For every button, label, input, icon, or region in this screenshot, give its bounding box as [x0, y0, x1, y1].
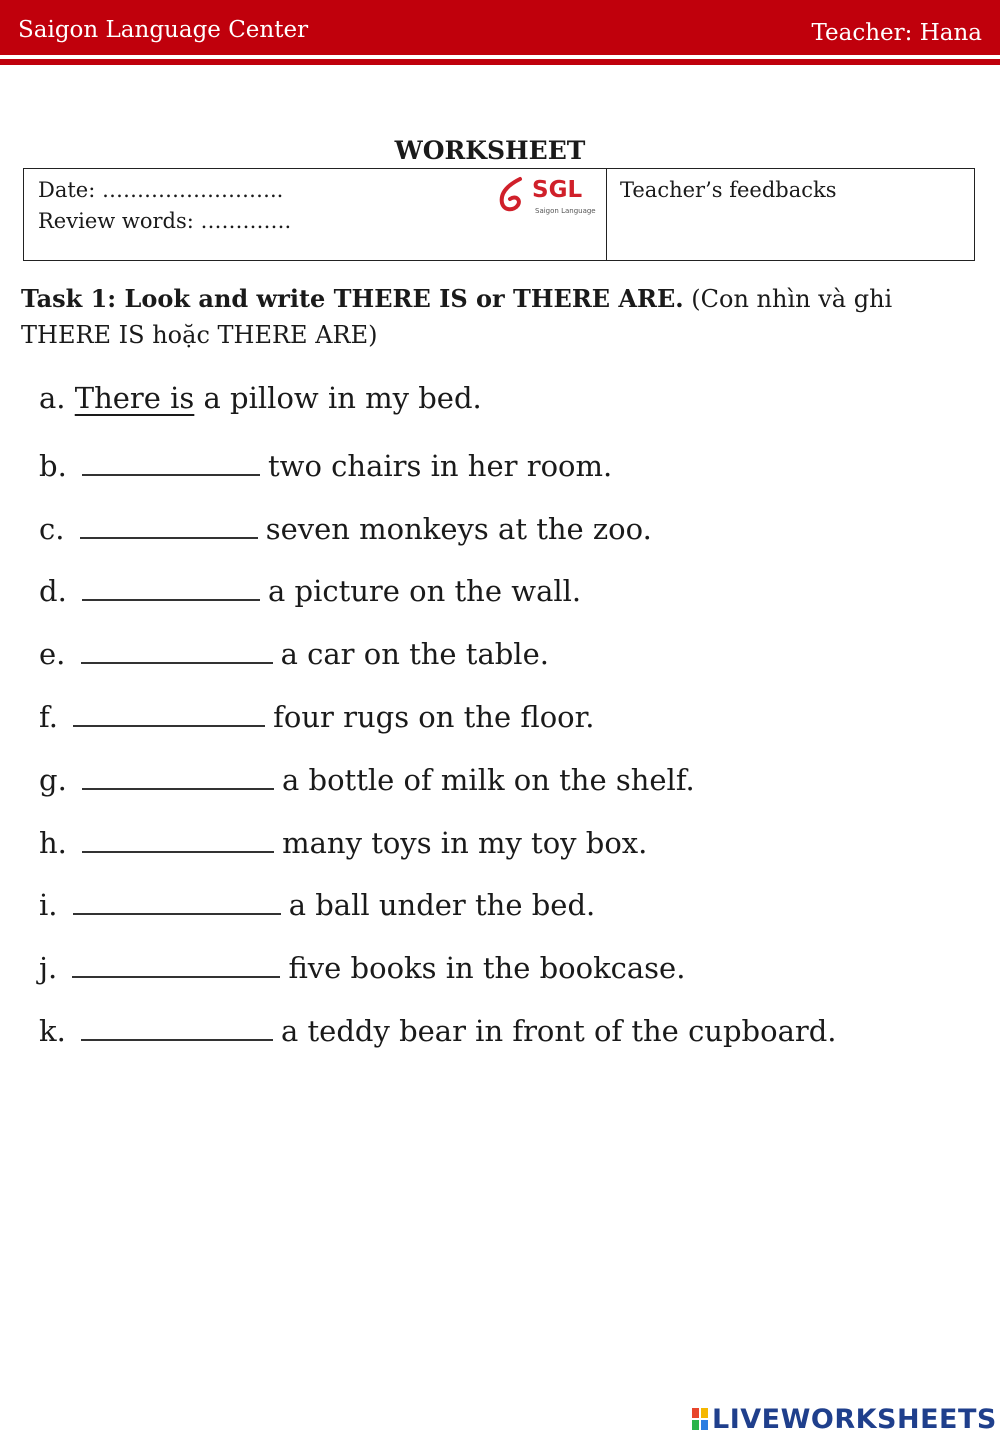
answer-blank[interactable]: [82, 569, 260, 601]
question-text: a pillow in my bed.: [203, 381, 482, 415]
question-letter: j.: [39, 951, 58, 986]
liveworksheets-text: LIVEWORKSHEETS: [712, 1404, 997, 1435]
answer-blank[interactable]: [73, 883, 281, 915]
question-letter: i.: [39, 888, 58, 923]
answer-blank[interactable]: [82, 758, 274, 790]
answer-filled[interactable]: There is: [74, 381, 195, 415]
question-item: [39, 632, 549, 671]
question-item: [39, 946, 685, 985]
answer-blank[interactable]: [80, 507, 258, 539]
answer-blank[interactable]: [72, 946, 280, 978]
question-item: [39, 507, 652, 546]
header-bar: [0, 0, 1000, 55]
logo-brand: SGL: [532, 177, 583, 203]
question-text: a ball under the bed.: [288, 888, 596, 923]
question-letter: c.: [39, 511, 65, 546]
liveworksheets-logo: [692, 1404, 997, 1435]
question-item: [39, 1009, 837, 1048]
info-table: [23, 168, 975, 261]
question-letter: d.: [39, 574, 67, 609]
question-text: a picture on the wall.: [268, 574, 582, 609]
answer-blank[interactable]: [82, 444, 260, 476]
question-letter: a.: [39, 381, 66, 415]
question-item: [39, 883, 595, 922]
answer-blank[interactable]: [81, 1009, 273, 1041]
question-letter: e.: [39, 637, 66, 672]
answer-blank[interactable]: [81, 632, 273, 664]
question-text: a car on the table.: [280, 637, 549, 672]
question-item: [39, 821, 647, 860]
question-item: [39, 569, 581, 608]
question-item: [39, 695, 595, 734]
question-text: two chairs in her room.: [268, 448, 613, 483]
sgl-logo-icon: [496, 175, 530, 217]
question-letter: k.: [39, 1014, 66, 1048]
question-text: four rugs on the floor.: [273, 700, 595, 734]
question-item: [39, 381, 482, 415]
answer-blank[interactable]: [82, 821, 274, 853]
question-text: a teddy bear in front of the cupboard.: [281, 1014, 837, 1048]
info-left-cell: [24, 169, 607, 260]
teacher-feedback-label: Teacher’s feedbacks: [620, 178, 837, 202]
school-name: Saigon Language Center: [18, 17, 309, 43]
liveworksheets-icon: [692, 1408, 708, 1430]
logo-subtitle: Saigon Language: [535, 207, 596, 215]
question-text: a bottle of milk on the shelf.: [282, 762, 695, 797]
worksheet-title: WORKSHEET: [394, 136, 586, 165]
question-text: five books in the bookcase.: [288, 951, 686, 986]
question-item: [39, 444, 612, 483]
answer-blank[interactable]: [73, 695, 265, 727]
sgl-logo: [496, 175, 596, 219]
task-title: Task 1: Look and write THERE IS or THERE ARE.: [21, 284, 684, 313]
question-letter: f.: [39, 700, 58, 734]
teacher-name: Teacher: Hana: [811, 20, 982, 46]
review-words-field: Review words: ………….: [38, 209, 292, 233]
question-letter: h.: [39, 825, 67, 860]
question-item: [39, 758, 695, 797]
header-divider: [0, 59, 1000, 65]
question-text: many toys in my toy box.: [282, 825, 648, 860]
question-letter: b.: [39, 448, 67, 483]
task-translation: (Con nhìn và ghi THERE IS hoặc THERE ARE): [21, 285, 893, 349]
task-instruction: [21, 281, 981, 353]
question-text: seven monkeys at the zoo.: [265, 511, 652, 546]
date-field: Date: ……………………..: [38, 178, 284, 202]
question-letter: g.: [39, 762, 67, 797]
